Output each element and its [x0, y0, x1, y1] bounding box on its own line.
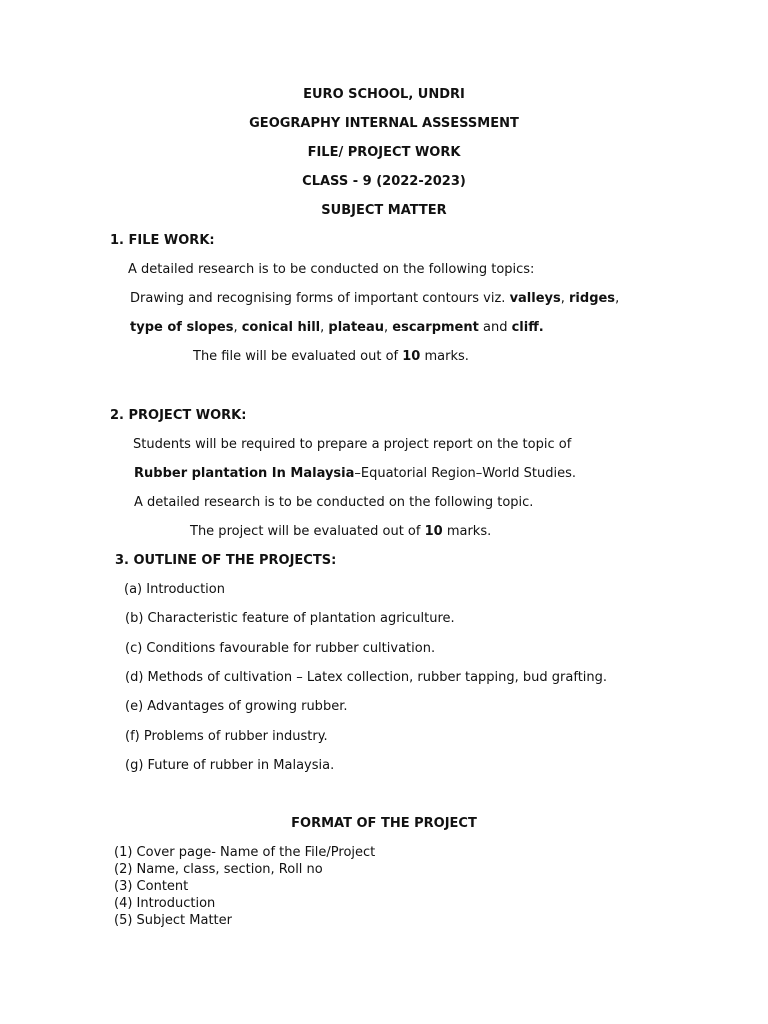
outline-item-b: (b) Characteristic feature of plantation agriculture.	[125, 611, 455, 626]
school-name: EURO SCHOOL, UNDRI	[303, 87, 465, 102]
outline-item-a: (a) Introduction	[124, 582, 225, 597]
file-work-heading: 1. FILE WORK:	[110, 233, 215, 248]
conjunction: and	[478, 320, 512, 335]
format-heading: FORMAT OF THE PROJECT	[291, 816, 477, 831]
class-title: CLASS - 9 (2022-2023)	[302, 174, 466, 189]
project-work-research: A detailed research is to be conducted on the following topic.	[134, 495, 534, 510]
eval-prefix: The project will be evaluated out of	[190, 524, 425, 539]
format-item-2: (2) Name, class, section, Roll no	[114, 862, 323, 877]
subject-matter-title: SUBJECT MATTER	[321, 203, 447, 218]
project-topic-bold: Rubber plantation In Malaysia	[134, 466, 355, 481]
outline-item-d: (d) Methods of cultivation – Latex collection, rubber tapping, bud grafting.	[125, 670, 608, 685]
project-topic	[134, 466, 576, 482]
outline-heading: 3. OUTLINE OF THE PROJECTS:	[115, 553, 337, 568]
contours-prefix: Drawing and recognising forms of important contours viz.	[130, 291, 510, 306]
term-ridges: ridges	[569, 291, 616, 306]
format-item-4: (4) Introduction	[114, 896, 216, 911]
work-type-title: FILE/ PROJECT WORK	[307, 145, 461, 160]
separator: ,	[233, 320, 242, 335]
term-plateau: plateau	[328, 320, 384, 335]
term-cliff: cliff.	[511, 320, 544, 335]
project-work-heading: 2. PROJECT WORK:	[110, 408, 247, 423]
separator: ,	[615, 291, 620, 306]
outline-item-e: (e) Advantages of growing rubber.	[125, 699, 348, 714]
assessment-title: GEOGRAPHY INTERNAL ASSESSMENT	[249, 116, 519, 131]
eval-marks: 10	[424, 524, 443, 539]
separator: ,	[384, 320, 393, 335]
outline-item-c: (c) Conditions favourable for rubber cultivation.	[125, 641, 436, 656]
eval-prefix: The file will be evaluated out of	[193, 349, 403, 364]
eval-suffix: marks.	[420, 349, 469, 364]
format-item-1: (1) Cover page- Name of the File/Project	[114, 845, 376, 860]
file-work-evaluation	[193, 349, 469, 365]
eval-marks: 10	[402, 349, 421, 364]
format-item-5: (5) Subject Matter	[114, 913, 232, 928]
file-work-contours-line2	[130, 320, 544, 336]
term-conical-hill: conical hill	[241, 320, 321, 335]
term-escarpment: escarpment	[392, 320, 479, 335]
term-type-of-slopes: type of slopes	[130, 320, 234, 335]
project-work-intro: Students will be required to prepare a project report on the topic of	[133, 437, 572, 452]
file-work-contours-line1	[130, 291, 619, 307]
format-item-3: (3) Content	[114, 879, 189, 894]
file-work-intro: A detailed research is to be conducted on the following topics:	[128, 262, 535, 277]
term-valleys: valleys	[509, 291, 561, 306]
project-topic-rest: –Equatorial Region–World Studies.	[354, 466, 577, 481]
project-work-evaluation	[190, 524, 491, 540]
outline-item-g: (g) Future of rubber in Malaysia.	[125, 758, 335, 773]
outline-item-f: (f) Problems of rubber industry.	[125, 729, 328, 744]
separator: ,	[320, 320, 329, 335]
eval-suffix: marks.	[442, 524, 492, 539]
separator: ,	[560, 291, 570, 306]
